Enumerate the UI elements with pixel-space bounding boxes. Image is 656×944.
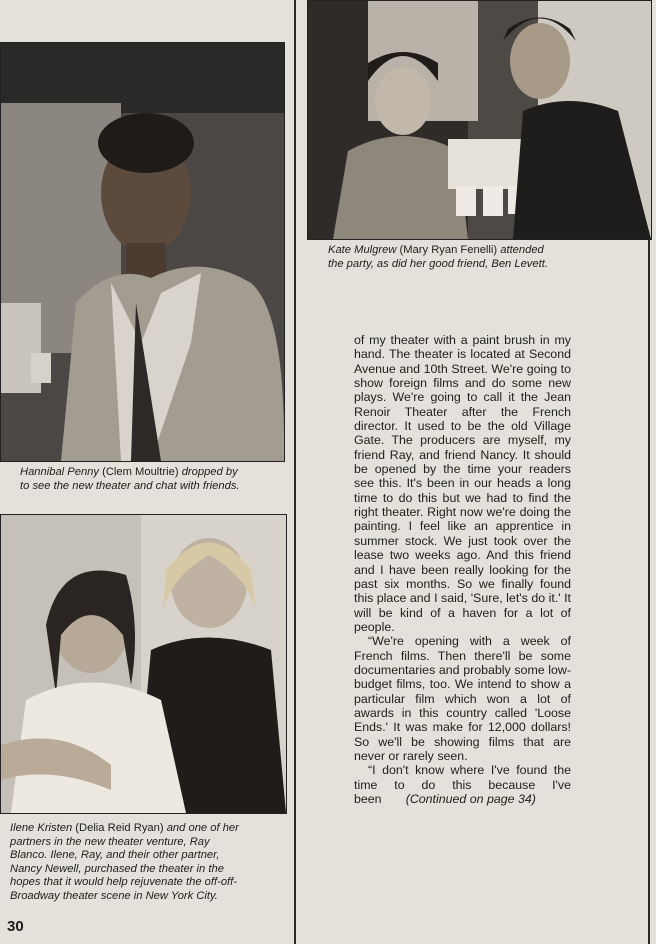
ilene-kristen-caption [10, 822, 290, 904]
hannibal-penny-photo [0, 42, 285, 462]
article-paragraph-3-text: “I don't know where I've found the time to do this because I've been [354, 763, 571, 806]
caption-line: Blanco. Ilene, Ray, and their other partner, [10, 849, 220, 862]
caption-line: to see the new theater and chat with friends. [20, 479, 240, 492]
caption-line: the party, as did her good friend, Ben Levett. [328, 257, 548, 270]
kate-mulgrew-photo [307, 0, 652, 240]
page-number: 30 [7, 918, 24, 935]
ilene-kristen-photo [0, 514, 287, 814]
caption-line: hopes that it would help rejuvenate the off-off- [10, 876, 238, 889]
article-paragraph-3 [354, 763, 571, 806]
caption-text: dropped by [181, 466, 238, 478]
kate-mulgrew-illustration [308, 1, 651, 239]
hannibal-penny-illustration [1, 43, 284, 461]
ilene-kristen-illustration [1, 515, 286, 813]
caption-role: (Clem Moultrie) [102, 466, 179, 478]
kate-mulgrew-caption [328, 244, 628, 271]
column-rule-left [294, 0, 296, 944]
continued-on-link[interactable]: (Continued on page 34) [405, 792, 536, 806]
caption-text: and one of her [166, 822, 239, 834]
caption-line: Broadway theater scene in New York City. [10, 889, 218, 902]
caption-line: partners in the new theater venture, Ray [10, 835, 210, 848]
hannibal-penny-caption [20, 466, 282, 493]
article-paragraph-2: “We're opening with a week of French films. Then there'll be some documentaries and probably some low-budget films, too. We intend to show a particular film which won a lot of awards in this country called 'Loose Ends.' It was make for 12,000 dollars! So we'll be showing films that are never or rarely seen. [354, 634, 571, 763]
caption-name: Kate Mulgrew [328, 244, 397, 256]
caption-text: attended [500, 244, 544, 256]
article-paragraph-1: of my theater with a paint brush in my hand. The theater is located at Second Avenue and 10th Street. We're going to show foreign films and do some new plays. We're going to call it the Jean Renoir Theater after the French director. It used to be the old Village Gate. The producers are myself, my friend Ray, and friend Nancy. It should be opened by the time your readers see this. It's been in our heads a long time to do this but we had to find the right theater. Right now we're doing the painting. I feel like an apprentice in summer stock. We just took over the lease two weeks ago. And this friend and I have been really looking for the past six months. So we finally found this place and I said, 'Sure, let's do it.' It will be kind of a haven for a lot of people. [354, 333, 571, 634]
caption-role: (Mary Ryan Fenelli) [399, 244, 498, 256]
caption-role: (Delia Reid Ryan) [75, 822, 164, 834]
caption-line: Nancy Newell, purchased the theater in the [10, 862, 224, 875]
article-body [354, 333, 571, 806]
caption-name: Ilene Kristen [10, 822, 73, 834]
caption-name: Hannibal Penny [20, 466, 99, 478]
